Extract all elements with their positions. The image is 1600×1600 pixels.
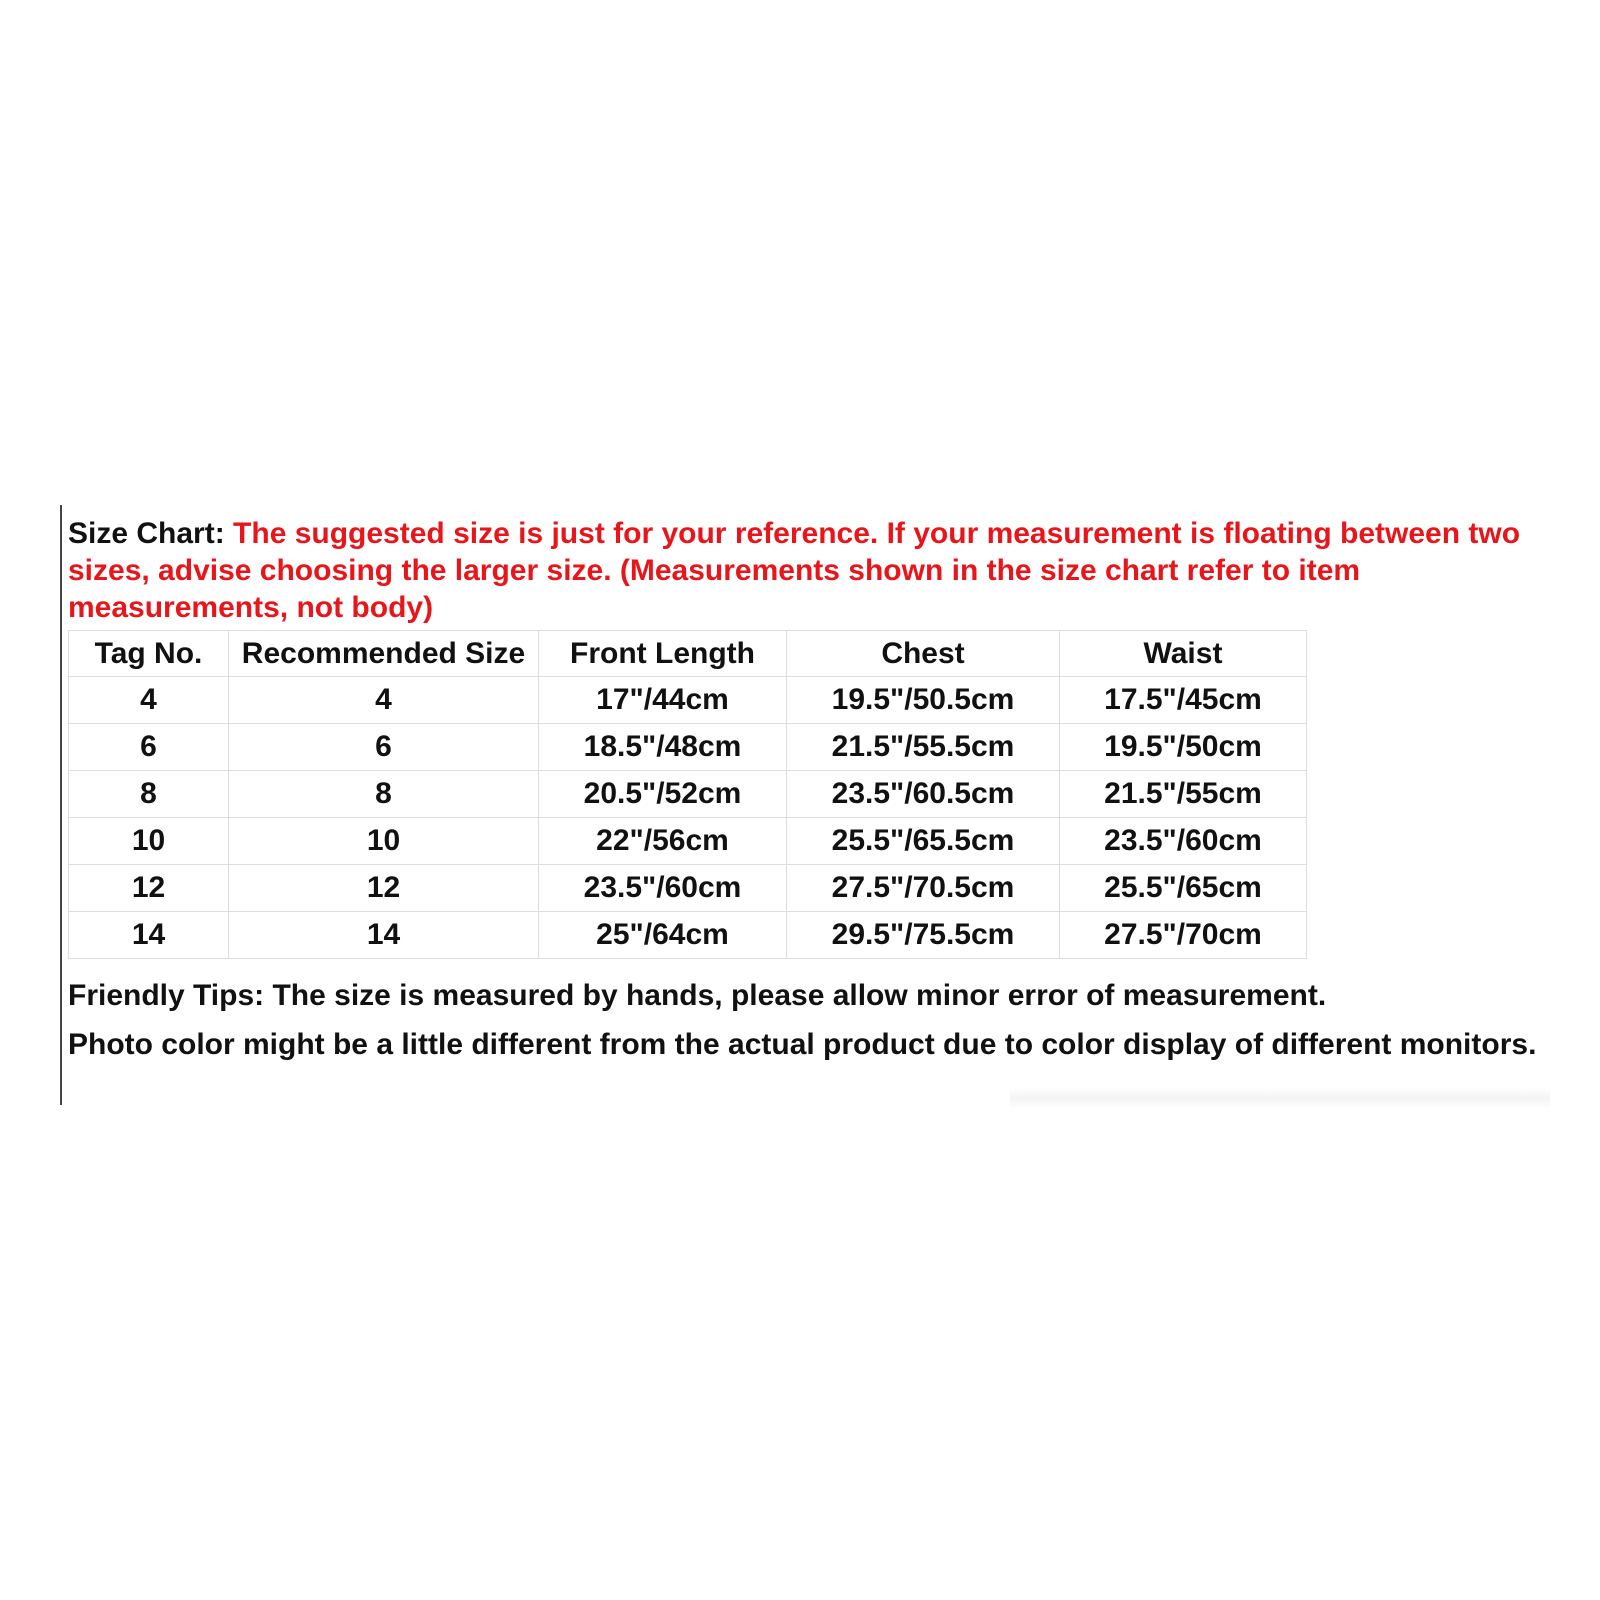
- size-chart-note: The suggested size is just for your reference. If your measurement is floating between two sizes, advise choosing the larger size. (Measurements shown in the size chart refer to item measurements, not body): [68, 517, 1521, 624]
- table-row: [69, 818, 1307, 865]
- table-row: [69, 724, 1307, 771]
- cell-recommended-size: 6: [229, 724, 539, 771]
- cell-tag-no: 4: [69, 677, 229, 724]
- table-row: [69, 912, 1307, 959]
- cell-front-length: 22"/56cm: [539, 818, 787, 865]
- cell-chest: 29.5"/75.5cm: [787, 912, 1060, 959]
- cell-chest: 19.5"/50.5cm: [787, 677, 1060, 724]
- cell-front-length: 20.5"/52cm: [539, 771, 787, 818]
- table-header-row: [69, 631, 1307, 677]
- cell-chest: 21.5"/55.5cm: [787, 724, 1060, 771]
- cell-recommended-size: 10: [229, 818, 539, 865]
- cell-waist: 17.5"/45cm: [1060, 677, 1307, 724]
- size-chart-intro: [68, 515, 1548, 626]
- table-row: [69, 865, 1307, 912]
- cell-tag-no: 10: [69, 818, 229, 865]
- cell-recommended-size: 14: [229, 912, 539, 959]
- header-chest: Chest: [787, 631, 1060, 677]
- size-chart-label: Size Chart:: [68, 517, 225, 550]
- cell-waist: 27.5"/70cm: [1060, 912, 1307, 959]
- cell-tag-no: 6: [69, 724, 229, 771]
- size-table: [68, 630, 1307, 959]
- header-recommended-size: Recommended Size: [229, 631, 539, 677]
- cell-front-length: 25"/64cm: [539, 912, 787, 959]
- table-row: [69, 677, 1307, 724]
- cell-chest: 23.5"/60.5cm: [787, 771, 1060, 818]
- cell-tag-no: 12: [69, 865, 229, 912]
- header-waist: Waist: [1060, 631, 1307, 677]
- cell-tag-no: 14: [69, 912, 229, 959]
- cell-waist: 25.5"/65cm: [1060, 865, 1307, 912]
- cell-front-length: 23.5"/60cm: [539, 865, 787, 912]
- cell-front-length: 18.5"/48cm: [539, 724, 787, 771]
- cell-chest: 25.5"/65.5cm: [787, 818, 1060, 865]
- photo-color-note: Photo color might be a little different from the actual product due to color display of different monitors.: [68, 1028, 1537, 1061]
- cell-waist: 23.5"/60cm: [1060, 818, 1307, 865]
- table-row: [69, 771, 1307, 818]
- cell-waist: 21.5"/55cm: [1060, 771, 1307, 818]
- shadow-smudge: [1010, 1088, 1550, 1108]
- cell-recommended-size: 12: [229, 865, 539, 912]
- cell-tag-no: 8: [69, 771, 229, 818]
- cell-chest: 27.5"/70.5cm: [787, 865, 1060, 912]
- left-border-rule: [60, 505, 62, 1105]
- cell-waist: 19.5"/50cm: [1060, 724, 1307, 771]
- cell-front-length: 17"/44cm: [539, 677, 787, 724]
- header-tag-no: Tag No.: [69, 631, 229, 677]
- cell-recommended-size: 4: [229, 677, 539, 724]
- size-chart-panel: [68, 515, 1548, 1063]
- friendly-tips: Friendly Tips: The size is measured by hands, please allow minor error of measurement.: [68, 979, 1327, 1012]
- cell-recommended-size: 8: [229, 771, 539, 818]
- header-front-length: Front Length: [539, 631, 787, 677]
